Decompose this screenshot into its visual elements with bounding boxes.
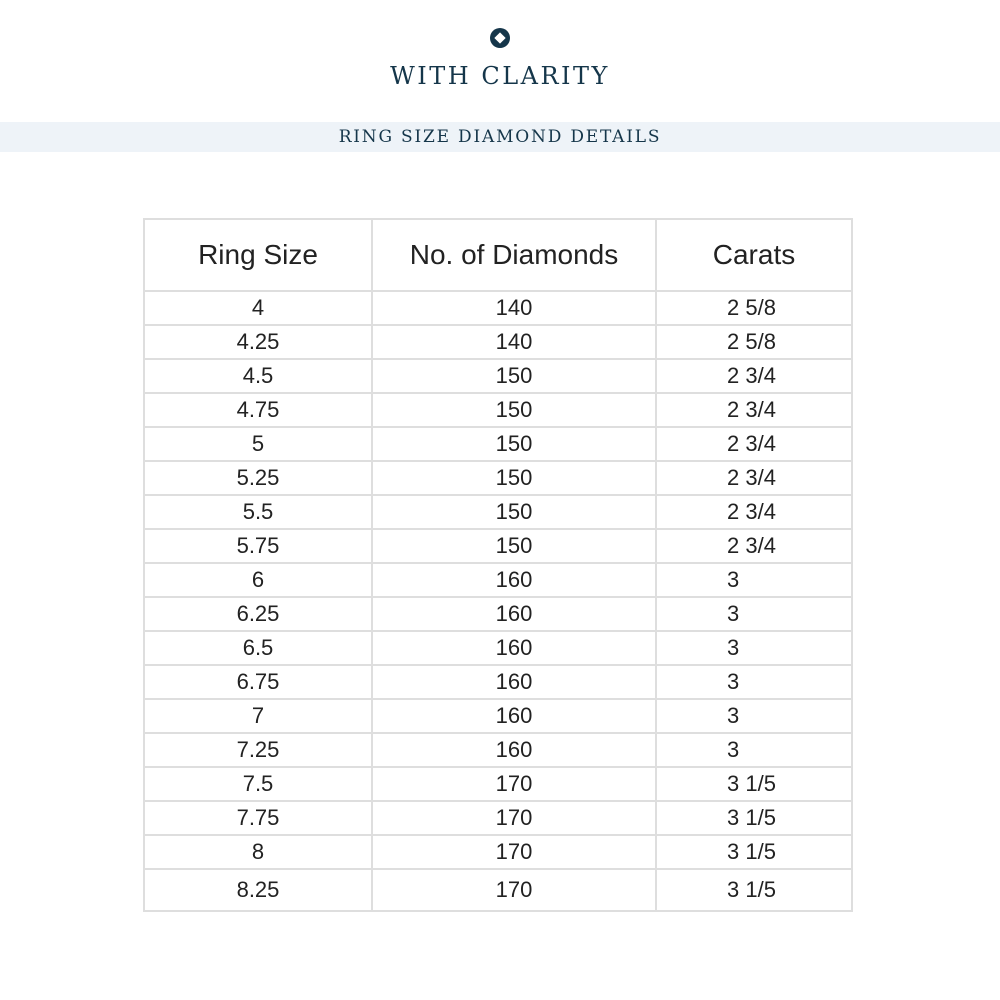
table-row (144, 291, 852, 325)
table-row (144, 597, 852, 631)
ring-size-cell: 7 (144, 699, 372, 733)
diamond-count-cell: 150 (372, 461, 656, 495)
table-row (144, 631, 852, 665)
diamond-count-cell: 160 (372, 563, 656, 597)
column-header-carats: Carats (656, 219, 852, 291)
carats-cell: 2 3/4 (656, 495, 852, 529)
ring-size-cell: 4.5 (144, 359, 372, 393)
ring-size-cell: 7.5 (144, 767, 372, 801)
diamond-count-cell: 140 (372, 325, 656, 359)
carats-cell: 3 (656, 665, 852, 699)
diamond-count-cell: 150 (372, 359, 656, 393)
diamond-count-cell: 170 (372, 869, 656, 911)
carats-cell: 2 3/4 (656, 393, 852, 427)
table-row (144, 393, 852, 427)
ring-size-cell: 5.25 (144, 461, 372, 495)
table-row (144, 325, 852, 359)
table-row (144, 461, 852, 495)
carats-cell: 2 3/4 (656, 427, 852, 461)
ring-size-cell: 7.25 (144, 733, 372, 767)
carats-cell: 3 1/5 (656, 801, 852, 835)
ring-size-cell: 6.5 (144, 631, 372, 665)
carats-cell: 3 1/5 (656, 869, 852, 911)
brand-name: WITH CLARITY (390, 62, 610, 90)
ring-size-cell: 7.75 (144, 801, 372, 835)
ring-size-cell: 6.75 (144, 665, 372, 699)
diamond-count-cell: 160 (372, 597, 656, 631)
ring-size-cell: 5.75 (144, 529, 372, 563)
diamond-count-cell: 150 (372, 427, 656, 461)
carats-cell: 3 (656, 597, 852, 631)
ring-size-cell: 4.25 (144, 325, 372, 359)
column-header-diamond-count: No. of Diamonds (372, 219, 656, 291)
diamond-count-cell: 150 (372, 495, 656, 529)
diamond-count-cell: 160 (372, 665, 656, 699)
table-row (144, 563, 852, 597)
ring-size-cell: 4.75 (144, 393, 372, 427)
table-row (144, 359, 852, 393)
diamond-count-cell: 140 (372, 291, 656, 325)
ring-size-cell: 6.25 (144, 597, 372, 631)
diamond-circle-icon (490, 28, 510, 48)
diamond-count-cell: 160 (372, 699, 656, 733)
carats-cell: 3 (656, 563, 852, 597)
carats-cell: 2 3/4 (656, 359, 852, 393)
ring-size-cell: 4 (144, 291, 372, 325)
carats-cell: 3 (656, 733, 852, 767)
diamond-count-cell: 160 (372, 631, 656, 665)
diamond-count-cell: 150 (372, 393, 656, 427)
carats-cell: 3 1/5 (656, 835, 852, 869)
table-row (144, 733, 852, 767)
table-row (144, 529, 852, 563)
carats-cell: 2 5/8 (656, 291, 852, 325)
carats-cell: 3 (656, 699, 852, 733)
ring-size-cell: 8 (144, 835, 372, 869)
ring-size-cell: 6 (144, 563, 372, 597)
table-row (144, 665, 852, 699)
table-row (144, 767, 852, 801)
ring-size-cell: 5 (144, 427, 372, 461)
diamond-count-cell: 170 (372, 767, 656, 801)
carats-cell: 3 1/5 (656, 767, 852, 801)
table-row (144, 495, 852, 529)
column-header-ring-size: Ring Size (144, 219, 372, 291)
table-row (144, 699, 852, 733)
diamond-count-cell: 170 (372, 835, 656, 869)
ring-size-table (143, 218, 853, 912)
carats-cell: 2 3/4 (656, 529, 852, 563)
table-row (144, 801, 852, 835)
page-title: RING SIZE DIAMOND DETAILS (0, 122, 1000, 152)
table-body (144, 291, 852, 911)
table-row (144, 869, 852, 911)
diamond-count-cell: 150 (372, 529, 656, 563)
carats-cell: 2 3/4 (656, 461, 852, 495)
diamond-count-cell: 160 (372, 733, 656, 767)
table-row (144, 427, 852, 461)
carats-cell: 3 (656, 631, 852, 665)
ring-size-cell: 8.25 (144, 869, 372, 911)
table-row (144, 835, 852, 869)
carats-cell: 2 5/8 (656, 325, 852, 359)
diamond-count-cell: 170 (372, 801, 656, 835)
table-header-row (144, 219, 852, 291)
ring-size-cell: 5.5 (144, 495, 372, 529)
